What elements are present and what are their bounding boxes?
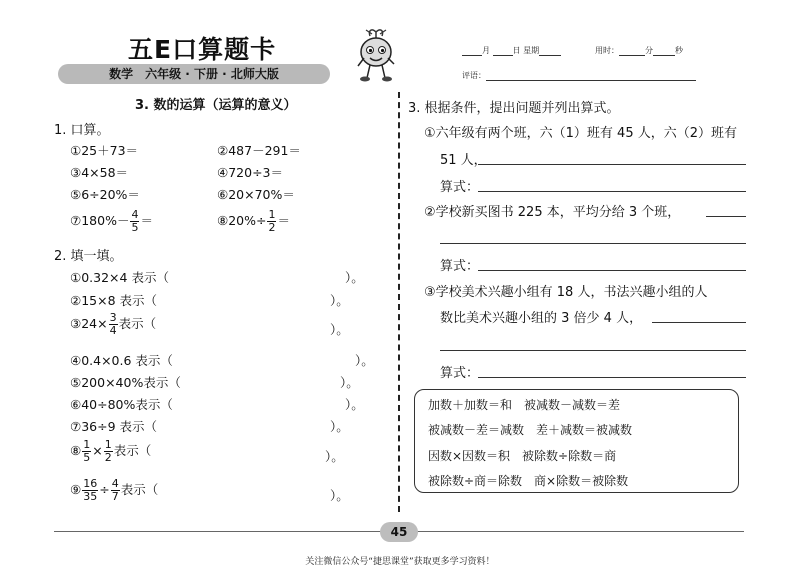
- day-blank[interactable]: [493, 47, 513, 56]
- s2-item-7: ⑦36÷9 表示（: [70, 419, 158, 434]
- q2-formula-blank[interactable]: [478, 270, 746, 271]
- numerator: 16: [83, 477, 98, 490]
- numerator: 4: [111, 477, 119, 490]
- denominator: 35: [83, 490, 98, 503]
- s2-item-9-post: 表示（: [120, 482, 159, 497]
- q2-question-blank-b[interactable]: [440, 243, 746, 244]
- q3-line-2: 数比美术兴趣小组的 3 倍少 4 人，: [440, 311, 643, 326]
- weekday-blank[interactable]: [539, 47, 561, 56]
- q3-line-1: ③学校美术兴趣小组有 18 人，书法兴趣小组的人: [424, 285, 708, 300]
- fraction: [111, 478, 120, 503]
- fraction: [109, 312, 118, 337]
- weekday-label: 星期: [523, 46, 540, 55]
- date-row: [462, 45, 561, 56]
- s2-item-5: ⑤200×40%表示（: [70, 375, 181, 390]
- footer-note: 关注微信公众号“捷思课堂”获取更多学习资料！: [305, 557, 495, 567]
- s2-item-2: ②15×8 表示（: [70, 293, 158, 308]
- numerator: 3: [109, 311, 117, 324]
- s2-item-3: [70, 312, 156, 337]
- s2-item-4-close: ）。: [355, 353, 374, 368]
- numerator: 4: [131, 208, 139, 221]
- s1-item-3: ③4×58＝: [70, 165, 129, 180]
- minutes-blank[interactable]: [619, 47, 645, 56]
- fraction: [82, 439, 91, 464]
- month-blank[interactable]: [462, 47, 482, 56]
- formula-line-3: 因数×因数＝积 被除数÷除数＝商: [428, 449, 617, 463]
- s2-item-2-close: ）。: [330, 293, 349, 308]
- s1-item-7-pre: ⑦180%－: [70, 213, 130, 228]
- q3-formula-blank[interactable]: [478, 377, 746, 378]
- comment-row: [462, 70, 696, 81]
- q2-line-1: ②学校新买图书 225 本，平均分给 3 个班，: [424, 205, 681, 220]
- s2-item-6-close: ）。: [345, 397, 364, 412]
- left-title: 3. 数的运算（运算的意义）: [135, 98, 297, 113]
- denominator: 2: [268, 221, 276, 234]
- q1-line-2: 51 人，: [440, 153, 487, 168]
- denominator: 2: [104, 451, 112, 464]
- s2-item-7-close: ）。: [330, 419, 349, 434]
- s1-item-8: [217, 209, 290, 234]
- s1-item-4: ④720÷3＝: [217, 165, 283, 180]
- s2-item-9: [70, 478, 158, 503]
- denominator: 7: [111, 490, 119, 503]
- s2-item-8: [70, 439, 151, 464]
- edition-banner: 数学 六年级 · 下册 · 北师大版: [58, 64, 330, 84]
- denominator: 5: [83, 451, 91, 464]
- s1-item-7: [70, 209, 153, 234]
- fraction: [82, 478, 98, 503]
- s2-item-6: ⑥40÷80%表示（: [70, 397, 173, 412]
- q2-question-blank-a[interactable]: [706, 216, 746, 217]
- seconds-label: 秒: [675, 46, 683, 55]
- s2-item-1: ①0.32×4 表示（: [70, 270, 169, 285]
- seconds-blank[interactable]: [653, 47, 675, 56]
- s1-heading: 1. 口算。: [54, 123, 110, 138]
- q1-line-1: ①六年级有两个班，六（1）班有 45 人，六（2）班有: [424, 126, 738, 141]
- month-label: 月: [482, 46, 490, 55]
- page-number: 45: [380, 522, 418, 542]
- fraction: [104, 439, 113, 464]
- s2-item-8-close: ）。: [325, 449, 344, 464]
- comment-label: 评语：: [462, 71, 486, 80]
- s1-item-2: ②487－291＝: [217, 143, 301, 158]
- denominator: 4: [109, 324, 117, 337]
- time-row: [595, 45, 683, 56]
- s2-item-5-close: ）。: [340, 375, 359, 390]
- s2-item-3-post: 表示（: [118, 316, 157, 331]
- s2-item-8-pre: ⑧: [70, 443, 82, 458]
- numerator: 1: [268, 208, 276, 221]
- s1-item-6: ⑥20×70%＝: [217, 187, 295, 202]
- q2-formula-label: 算式：: [440, 259, 480, 274]
- s2-item-9-pre: ⑨: [70, 482, 82, 497]
- q1-formula-blank[interactable]: [478, 191, 746, 192]
- s2-item-3-close: ）。: [330, 322, 349, 337]
- formula-line-2: 被减数－差＝减数 差＋减数＝被减数: [428, 423, 633, 437]
- formula-line-1: 加数＋加数＝和 被减数－减数＝差: [428, 398, 621, 412]
- s1-item-8-pre: ⑧20%÷: [217, 213, 267, 228]
- right-heading: 3. 根据条件，提出问题并列出算式。: [408, 101, 620, 116]
- numerator: 1: [104, 438, 112, 451]
- s2-item-8-post: 表示（: [113, 443, 152, 458]
- comment-blank[interactable]: [486, 72, 696, 81]
- minutes-label: 分: [645, 46, 653, 55]
- s2-heading: 2. 填一填。: [54, 249, 123, 264]
- q1-question-blank[interactable]: [478, 164, 746, 165]
- fraction: [130, 209, 139, 234]
- q3-question-blank-a[interactable]: [652, 322, 746, 323]
- time-used-label: 用时：: [595, 46, 619, 55]
- q1-formula-label: 算式：: [440, 180, 480, 195]
- brand-title: 五E口算题卡: [128, 35, 277, 64]
- s2-item-9-op: ÷: [99, 482, 110, 497]
- column-divider: [398, 92, 400, 512]
- formula-line-4: 被除数÷商＝除数 商×除数＝被除数: [428, 474, 629, 488]
- s1-item-8-post: ＝: [277, 213, 290, 228]
- numerator: 1: [83, 438, 91, 451]
- s2-item-1-close: ）。: [345, 270, 364, 285]
- s2-item-3-pre: ③24×: [70, 316, 108, 331]
- s1-item-5: ⑤6÷20%＝: [70, 187, 140, 202]
- day-label: 日: [512, 46, 521, 55]
- s2-item-9-close: ）。: [330, 488, 349, 503]
- s2-item-4: ④0.4×0.6 表示（: [70, 353, 173, 368]
- s2-item-8-op: ×: [92, 443, 103, 458]
- s1-item-7-post: ＝: [140, 213, 153, 228]
- mascot-icon: [352, 28, 400, 88]
- denominator: 5: [131, 221, 139, 234]
- q3-question-blank-b[interactable]: [440, 350, 746, 351]
- fraction: [267, 209, 276, 234]
- s1-item-1: ①25＋73＝: [70, 143, 139, 158]
- q3-formula-label: 算式：: [440, 366, 480, 381]
